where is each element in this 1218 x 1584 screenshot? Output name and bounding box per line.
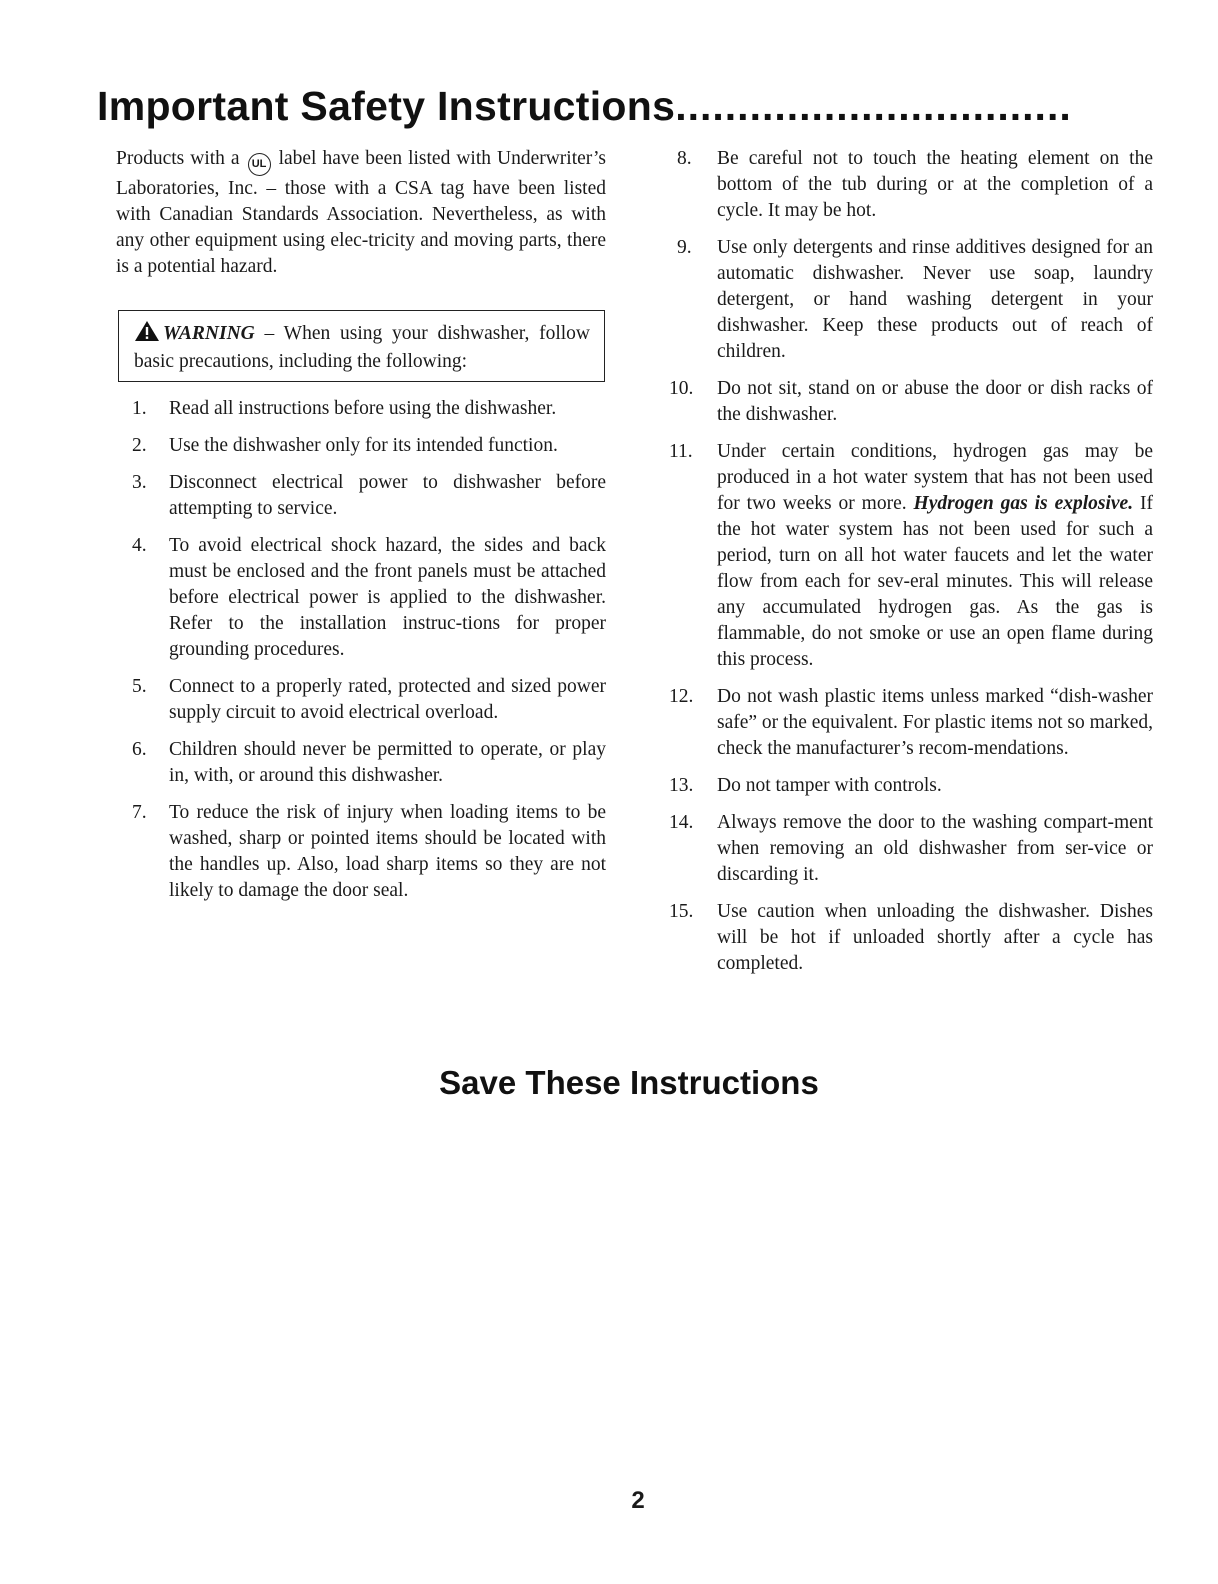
- list-item: 7. To reduce the risk of injury when loading items to be washed, sharp or pointed items should be located with the handles up. Also, load sharp items so they are not likely to damage the door seal.: [132, 802, 606, 901]
- page-title: Important Safety Instructions................................: [97, 83, 1072, 129]
- ul-listed-mark-icon: UL: [248, 153, 271, 176]
- list-item: 8. Be careful not to touch the heating element on the bottom of the tub during or at the completion of a cycle. It may be hot.: [677, 148, 1153, 221]
- title-leader-dots: ................................: [675, 83, 1072, 129]
- warning-label: WARNING: [163, 323, 255, 344]
- list-item: 5. Connect to a properly rated, protected and sized power supply circuit to avoid electrical overload.: [132, 676, 606, 723]
- list-item: 15. Use caution when unloading the dishwasher. Dishes will be hot if unloaded shortly after a cycle has completed.: [669, 901, 1153, 974]
- save-instructions-heading: Save These Instructions: [439, 1064, 819, 1101]
- safety-list-right: [669, 146, 1154, 977]
- list-item: 3. Disconnect electrical power to dishwasher before attempting to service.: [132, 472, 606, 519]
- list-item: 11. Under certain conditions, hydrogen gas may be produced in a hot water system that has not been used for two weeks or more. Hydrogen gas is explosive. If the hot water system has not been used for such a period, turn on all hot water faucets and let the water flow from each for sev-eral minutes. This will release any accumulated hydrogen gas. As the gas is flammable, do not smoke or use an open flame during this process.: [669, 441, 1154, 670]
- list-item: 14. Always remove the door to the washing compart-ment when removing an old dishwasher from ser-vice or discarding it.: [669, 812, 1153, 885]
- list-item: 13. Do not tamper with controls.: [669, 775, 942, 796]
- warning-box: [118, 310, 605, 382]
- list-item: 1. Read all instructions before using the dishwasher.: [132, 398, 557, 419]
- right-column: [669, 146, 1154, 988]
- warning-text: – When using your dishwasher, follow basic precautions, including the following:: [134, 323, 590, 372]
- list-item: 6. Children should never be permitted to operate, or play in, with, or around this dishwasher.: [132, 739, 606, 786]
- left-column: [116, 146, 606, 915]
- list-item: 2. Use the dishwasher only for its intended function.: [132, 435, 558, 456]
- list-item: 9. Use only detergents and rinse additives designed for an automatic dishwasher. Never use soap, laundry detergent, or hand washing detergent in your dishwasher. Keep these products out of reach of children.: [677, 237, 1153, 362]
- intro-paragraph: Products with a UL label have been listed with Underwriter’s Laboratories, Inc. – those with a CSA tag have been listed with Canadian Standards Association. Nevertheless, as with any other equipment using elec-tricity and moving parts, there is a potential hazard.: [116, 148, 607, 277]
- hydrogen-warning-emphasis: Hydrogen gas is explosive.: [913, 493, 1134, 514]
- list-item: 10. Do not sit, stand on or abuse the door or dish racks of the dishwasher.: [669, 378, 1153, 425]
- page-number: 2: [631, 1487, 645, 1514]
- safety-list-left: [116, 396, 606, 904]
- list-item: 4. To avoid electrical shock hazard, the sides and back must be enclosed and the front panels must be attached before electrical power is applied to the dishwasher. Refer to the installation instruc-tions for proper grounding procedures.: [132, 535, 606, 660]
- warning-triangle-icon: [134, 320, 160, 349]
- list-item: 12. Do not wash plastic items unless marked “dish-washer safe” or the equivalent. For plastic items not so marked, check the manufacturer’s recom-mendations.: [669, 686, 1153, 759]
